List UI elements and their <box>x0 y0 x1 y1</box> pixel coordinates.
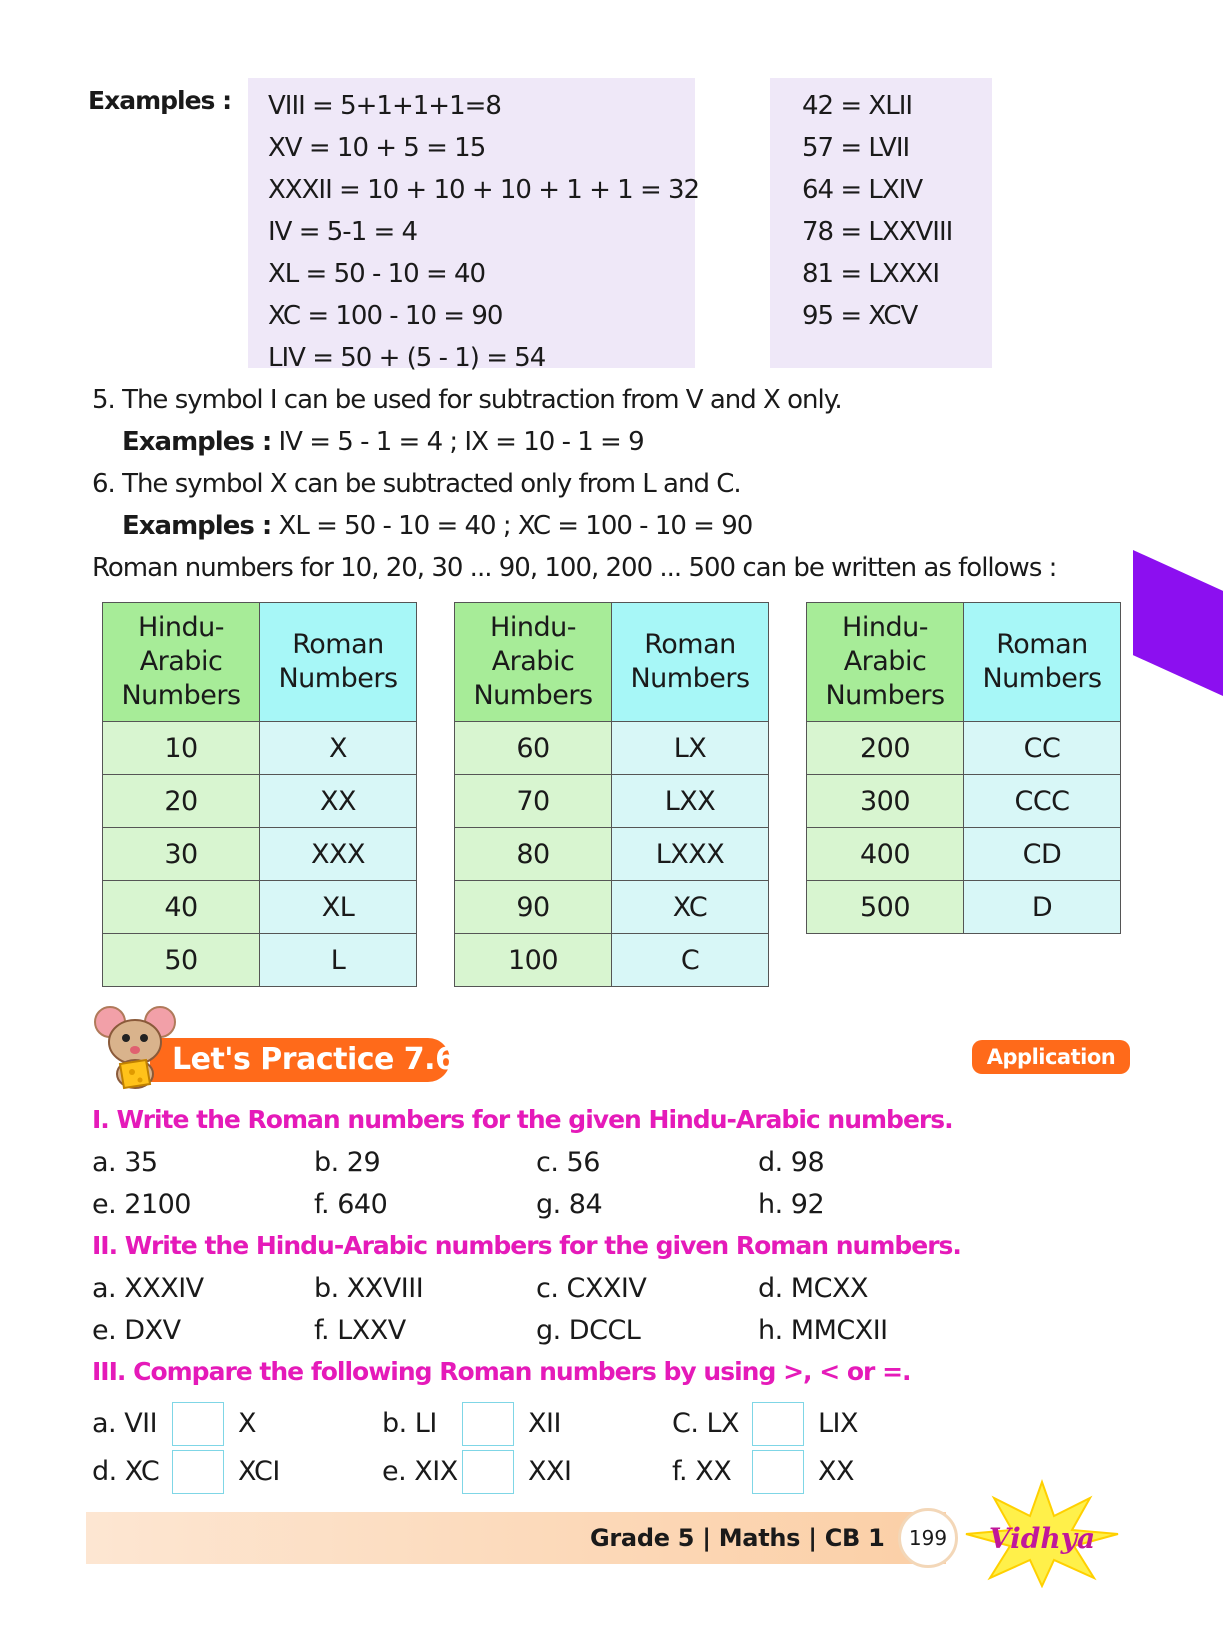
hindu-arabic-cell: 80 <box>455 828 612 881</box>
rule-6: 6. The symbol X can be subtracted only from L and C. <box>92 469 741 499</box>
footer-text: Grade 5 | Maths | CB 1 <box>590 1524 885 1552</box>
example-line: VIII = 5+1+1+1=8 <box>268 91 501 121</box>
roman-cell: LXX <box>612 775 769 828</box>
example-line: 57 = LVII <box>802 133 910 163</box>
question-item: g. DCCL <box>536 1315 641 1346</box>
table-row <box>807 881 1121 934</box>
question-item: c. CXXIV <box>536 1273 647 1304</box>
question-3-row <box>92 1400 992 1448</box>
question-item: d. 98 <box>758 1147 825 1178</box>
question-item: a. 35 <box>92 1147 158 1178</box>
question-1-row <box>92 1142 992 1184</box>
examples-label: Examples : <box>88 86 232 115</box>
example-line: 78 = LXXVIII <box>802 217 953 247</box>
question-item: b. 29 <box>314 1147 381 1178</box>
question-item: d. MCXX <box>758 1273 868 1304</box>
header-roman: Roman Numbers <box>964 603 1121 722</box>
examples-list-right <box>802 85 952 337</box>
examples-label: Examples : <box>122 427 272 457</box>
example-line: 81 = LXXXI <box>802 259 939 289</box>
question-item: g. 84 <box>536 1189 603 1220</box>
practice-title: Let's Practice 7.6 <box>172 1042 456 1077</box>
answer-box[interactable] <box>462 1450 514 1494</box>
compare-right: XCI <box>238 1456 280 1487</box>
header-roman: Roman Numbers <box>260 603 417 722</box>
question-item: b. XXVIII <box>314 1273 424 1304</box>
question-item: e. 2100 <box>92 1189 191 1220</box>
hindu-arabic-cell: 400 <box>807 828 964 881</box>
example-line: IV = 5-1 = 4 <box>268 217 418 247</box>
question-1-heading: I. Write the Roman numbers for the given Hindu-Arabic numbers. <box>92 1105 953 1134</box>
question-3-row <box>92 1448 992 1496</box>
hindu-arabic-cell: 40 <box>103 881 260 934</box>
question-item: h. MMCXII <box>758 1315 888 1346</box>
table-row <box>455 828 769 881</box>
logo-text: Vidhya <box>988 1522 1096 1555</box>
answer-box[interactable] <box>752 1450 804 1494</box>
hindu-arabic-cell: 60 <box>455 722 612 775</box>
roman-table-1 <box>102 602 417 987</box>
table-row <box>103 881 417 934</box>
answer-box[interactable] <box>752 1402 804 1446</box>
roman-cell: CD <box>964 828 1121 881</box>
compare-left: f. XX <box>672 1456 732 1487</box>
compare-left: d. XC <box>92 1456 160 1487</box>
answer-box[interactable] <box>462 1402 514 1446</box>
compare-left: e. XIX <box>382 1456 458 1487</box>
header-hindu-arabic: Hindu- Arabic Numbers <box>103 603 260 722</box>
compare-right: XII <box>528 1408 561 1439</box>
roman-cell: XC <box>612 881 769 934</box>
examples-list-left <box>268 85 699 379</box>
question-1-row <box>92 1184 992 1226</box>
hindu-arabic-cell: 20 <box>103 775 260 828</box>
example-line: XXXII = 10 + 10 + 10 + 1 + 1 = 32 <box>268 175 700 205</box>
answer-box[interactable] <box>172 1402 224 1446</box>
question-item: h. 92 <box>758 1189 825 1220</box>
header-hindu-arabic: Hindu- Arabic Numbers <box>807 603 964 722</box>
vidhya-logo-icon <box>962 1478 1122 1588</box>
table-row <box>103 828 417 881</box>
table-row <box>455 934 769 987</box>
rule-5-example-text: IV = 5 - 1 = 4 ; IX = 10 - 1 = 9 <box>271 427 644 457</box>
hindu-arabic-cell: 200 <box>807 722 964 775</box>
question-item: e. DXV <box>92 1315 181 1346</box>
answer-box[interactable] <box>172 1450 224 1494</box>
example-line: XL = 50 - 10 = 40 <box>268 259 486 289</box>
tables-intro: Roman numbers for 10, 20, 30 ... 90, 100, 200 ... 500 can be written as follows : <box>92 553 1057 583</box>
hindu-arabic-cell: 50 <box>103 934 260 987</box>
roman-cell: XL <box>260 881 417 934</box>
examples-label: Examples : <box>122 511 272 541</box>
compare-left: a. VII <box>92 1408 158 1439</box>
compare-left: b. LI <box>382 1408 437 1439</box>
roman-cell: LX <box>612 722 769 775</box>
compare-left: C. LX <box>672 1408 740 1439</box>
table-row <box>103 722 417 775</box>
hindu-arabic-cell: 10 <box>103 722 260 775</box>
rule-6-examples <box>122 506 752 546</box>
rule-6-example-text: XL = 50 - 10 = 40 ; XC = 100 - 10 = 90 <box>271 511 753 541</box>
application-badge: Application <box>972 1040 1130 1074</box>
table-row <box>807 722 1121 775</box>
table-row <box>455 775 769 828</box>
rule-5-examples <box>122 422 644 462</box>
example-line: XC = 100 - 10 = 90 <box>268 301 503 331</box>
roman-cell: XXX <box>260 828 417 881</box>
example-line: 42 = XLII <box>802 91 913 121</box>
roman-cell: X <box>260 722 417 775</box>
roman-cell: CCC <box>964 775 1121 828</box>
roman-cell: XX <box>260 775 417 828</box>
roman-cell: C <box>612 934 769 987</box>
table-row <box>807 828 1121 881</box>
hindu-arabic-cell: 300 <box>807 775 964 828</box>
mouse-mascot-icon <box>90 1000 180 1090</box>
rule-5: 5. The symbol I can be used for subtraction from V and X only. <box>92 385 842 415</box>
roman-table-3 <box>806 602 1121 934</box>
hindu-arabic-cell: 70 <box>455 775 612 828</box>
hindu-arabic-cell: 90 <box>455 881 612 934</box>
compare-right: LIX <box>818 1408 859 1439</box>
question-item: c. 56 <box>536 1147 600 1178</box>
table-row <box>103 934 417 987</box>
roman-table-2 <box>454 602 769 987</box>
question-2-heading: II. Write the Hindu-Arabic numbers for the given Roman numbers. <box>92 1231 961 1260</box>
example-line: 95 = XCV <box>802 301 918 331</box>
table-row <box>455 722 769 775</box>
hindu-arabic-cell: 30 <box>103 828 260 881</box>
roman-cell: D <box>964 881 1121 934</box>
question-item: f. 640 <box>314 1189 388 1220</box>
table-row <box>103 775 417 828</box>
hindu-arabic-cell: 500 <box>807 881 964 934</box>
table-row <box>455 881 769 934</box>
roman-cell: L <box>260 934 417 987</box>
header-hindu-arabic: Hindu- Arabic Numbers <box>455 603 612 722</box>
compare-right: X <box>238 1408 256 1439</box>
question-3-heading: III. Compare the following Roman numbers by using >, < or =. <box>92 1357 911 1386</box>
page-number: 199 <box>898 1508 958 1568</box>
question-2-row <box>92 1310 992 1352</box>
question-2-row <box>92 1268 992 1310</box>
question-item: f. LXXV <box>314 1315 406 1346</box>
table-row <box>807 775 1121 828</box>
question-item: a. XXXIV <box>92 1273 204 1304</box>
compare-right: XX <box>818 1456 854 1487</box>
example-line: LIV = 50 + (5 - 1) = 54 <box>268 343 546 373</box>
hindu-arabic-cell: 100 <box>455 934 612 987</box>
header-roman: Roman Numbers <box>612 603 769 722</box>
chapter-side-tab <box>1133 550 1223 696</box>
roman-cell: LXXX <box>612 828 769 881</box>
example-line: 64 = LXIV <box>802 175 923 205</box>
compare-right: XXI <box>528 1456 572 1487</box>
example-line: XV = 10 + 5 = 15 <box>268 133 486 163</box>
roman-cell: CC <box>964 722 1121 775</box>
